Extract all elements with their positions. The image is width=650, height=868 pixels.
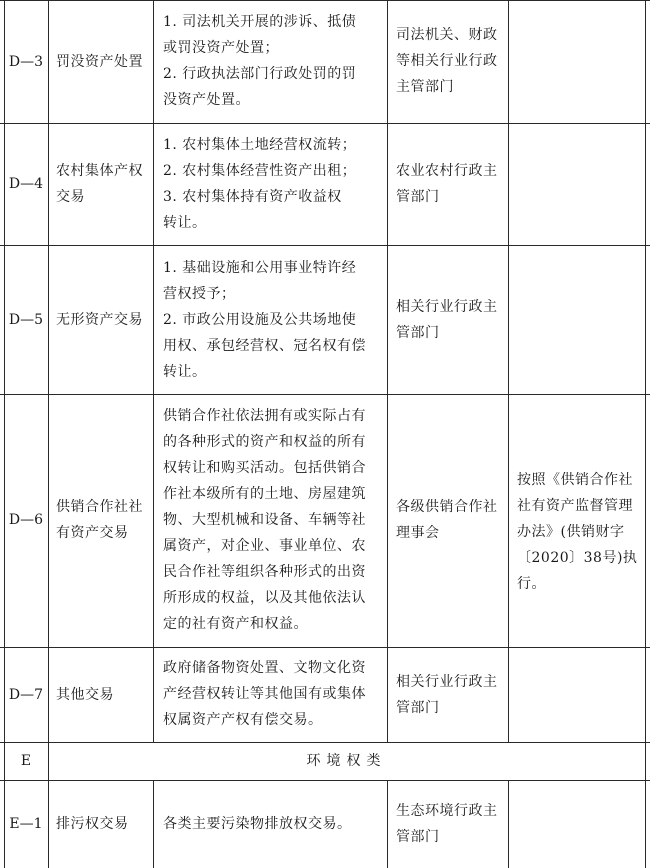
column-border xyxy=(645,0,646,868)
row-type: 其他交易 xyxy=(56,687,114,703)
section-code: E xyxy=(20,753,32,769)
section-title: 环境权类 xyxy=(306,753,387,769)
row-note: 按照《供销合作社 社有资产监督管理 办法》(供销财字 〔2020〕38号)执行。 xyxy=(517,472,638,592)
row-border xyxy=(0,245,650,246)
row-scope: 供销合作社依法拥有或实际占有 的各种形式的资产和权益的所有 权转让和购买活动。包括供销合 作社本级所有的土地、房屋建筑 物、大型机械和设备、车辆等社 属资产，对企业、事业单位、农 民合作社等组织各种形式的出资 所形成的权益，以及其他依法认 定的社有资产和权益。 xyxy=(163,408,366,632)
row-scope: 1. 司法机关开展的涉诉、抵债 或罚没资产处置； 2. 行政执法部门行政处罚的罚 没资产处置。 xyxy=(163,14,357,108)
row-border xyxy=(0,780,650,781)
column-border xyxy=(153,780,154,868)
row-code: D—3 xyxy=(8,54,44,70)
column-border xyxy=(153,0,154,742)
column-border xyxy=(508,0,509,742)
row-border xyxy=(0,0,650,1)
row-dept: 司法机关、财政 等相关行业行政 主管部门 xyxy=(396,27,498,95)
row-type: 无形资产交易 xyxy=(56,312,143,328)
row-scope: 1. 农村集体土地经营权流转； 2. 农村集体经营性资产出租； 3. 农村集体持有资产收益权 转让。 xyxy=(163,137,357,231)
row-type: 罚没资产处置 xyxy=(56,54,143,70)
row-scope: 政府储备物资处置、文物文化资 产经营权转让等其他国有或集体 权属资产产权有偿交易。 xyxy=(163,660,366,728)
column-border xyxy=(508,780,509,868)
column-border xyxy=(4,0,5,868)
row-code: D—5 xyxy=(8,312,44,328)
row-type: 农村集体产权 交易 xyxy=(56,163,143,205)
row-code: D—7 xyxy=(8,687,44,703)
row-dept: 相关行业行政主 管部门 xyxy=(396,674,498,716)
row-dept: 各级供销合作社 理事会 xyxy=(396,499,498,541)
row-border xyxy=(0,742,650,743)
row-code: D—4 xyxy=(8,176,44,192)
row-dept: 农业农村行政主 管部门 xyxy=(396,163,498,205)
row-dept: 相关行业行政主 管部门 xyxy=(396,299,498,341)
row-type: 排污权交易 xyxy=(56,816,129,832)
row-type: 供销合作社社 有资产交易 xyxy=(56,499,143,541)
column-border xyxy=(387,0,388,742)
row-code: E—1 xyxy=(9,816,43,832)
row-border xyxy=(0,123,650,124)
row-border xyxy=(0,394,650,395)
row-border xyxy=(0,647,650,648)
row-scope: 各类主要污染物排放权交易。 xyxy=(163,816,352,832)
column-border xyxy=(387,780,388,868)
column-border xyxy=(48,0,49,868)
row-code: D—6 xyxy=(8,512,44,528)
row-scope: 1. 基础设施和公用事业特许经 营权授予； 2. 市政公用设施及公共场地使 用权、承包经营权、冠名权有偿 转让。 xyxy=(163,260,366,380)
row-dept: 生态环境行政主 管部门 xyxy=(396,803,498,845)
